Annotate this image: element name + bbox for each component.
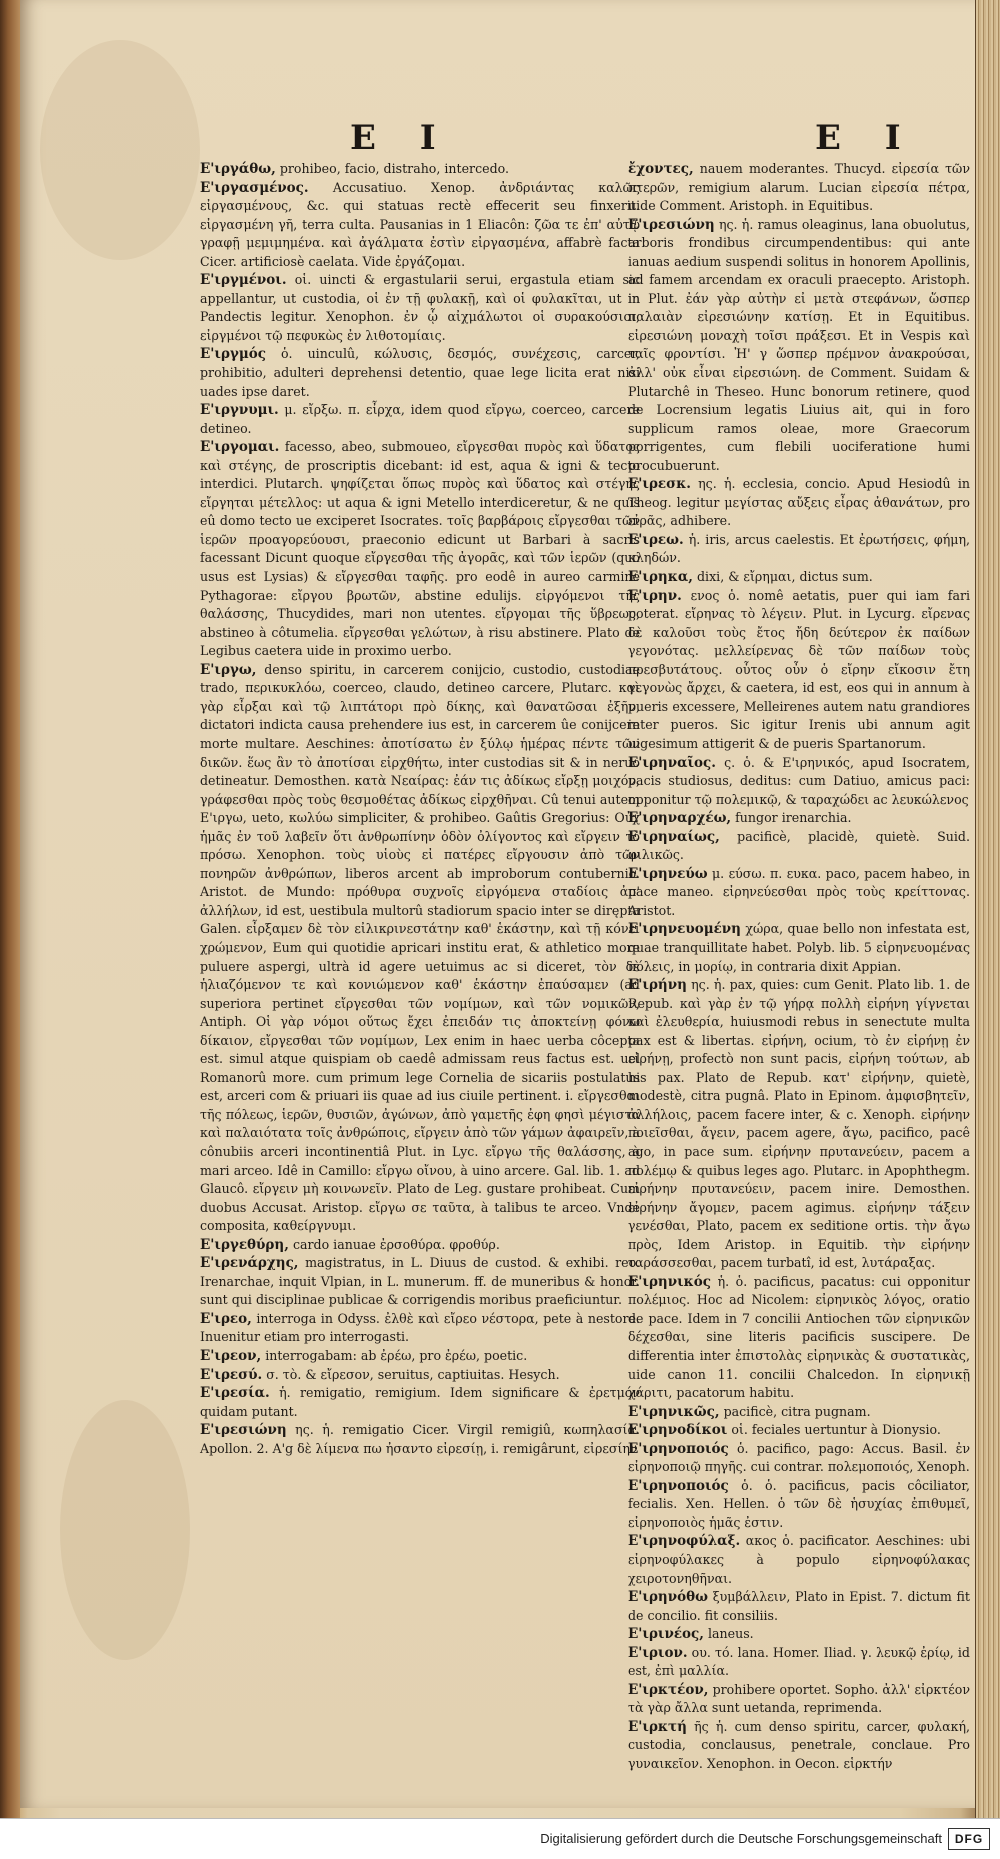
entry-definition: ὁ. pacifico, pago: Accus. Basil. ἐν εἰρηνοποιῷ πηγῆς. cui contrar. πολεμοποιός, Xenoph. bbox=[628, 1440, 970, 1475]
entry-headword: Ε'ιρηνόθω bbox=[628, 1589, 708, 1606]
entry-definition: ὁ. uinculû, κώλυσις, δεσμός, συνέχεσις, carcer, prohibitio, adulteri deprehensi detentio, quae lege licita erat nisi uades ipse daret. bbox=[200, 346, 640, 399]
entry-headword: Ε'ιρηνοποιός bbox=[628, 1477, 729, 1494]
entry-headword: Ε'ιριον. bbox=[628, 1644, 688, 1661]
column-header-right: E I bbox=[815, 118, 917, 158]
dictionary-entry bbox=[200, 1347, 640, 1366]
paper-stain bbox=[60, 1400, 190, 1660]
entry-headword: Ε'ιρήνη bbox=[628, 977, 687, 994]
dictionary-entry bbox=[200, 271, 640, 345]
dictionary-entry bbox=[628, 1532, 970, 1588]
entry-definition: facesso, abeo, submoueo, εἴργεσθαι πυρὸς καὶ ὕδατος καὶ στέγης, de proscriptis dicebant: id est, aqua & igni & tecto interdici. Plutarch. ψηφίζεται ὅπως πυρὸς καὶ ὕδατος καὶ στέγης εἴργηται μέτελλος: ut aqua & igni Metello interdiceretur, & ne quis eû domo tecto ue exciperet Isocrates. τοῖς βαρβάροις εἴργεσθαι τῶν ἱερῶν προαγορεύουσι, praeconio edicunt ut Barbari à sacris facessant Dicunt quoque εἴργεσθαι τῆς ἀγορᾶς, καὶ τῶν ἱερῶν (quo usus est Lysias) & εἴργεσθαι ταφῆς. pro eodê in aureo carmine Pythagorae: εἴργου βρωτῶν, abstine edulijs. εἰργόμενοι τῆς θαλάσσης, Thucydides, mari non utentes. εἴργομαι τῆς ὕβρεως, abstineo à côtumelia. εἴργεσθαι γελώτων, à risu abstinere. Plato de Legibus caetera uide in proximo uerbo. bbox=[200, 439, 640, 659]
entry-headword: Ε'ιρκτέον, bbox=[628, 1681, 709, 1698]
entry-definition: οἱ. uincti & ergastularii serui, ergastula etiam sic appellantur, ut custodia, οἱ ἐν τῇ φυλακῇ, καὶ οἱ φυλακῖται, ut in Pandectis legitur. Xenophon. ἐν ᾧ αἰχμάλωτοι οἱ συρακούσιοι, εἰργμένοι τῷ πεφυκὼς ἐν λιθοτομίαις. bbox=[200, 272, 640, 343]
entry-definition: nauem moderantes. Thucyd. εἰρεσία τῶν πτερῶν, remigium alarum. Lucian εἰρεσία πέτρα, uide Comment. Aristoph. in Equitibus. bbox=[628, 161, 970, 214]
entry-headword: Ε'ιρενάρχης, bbox=[200, 1255, 299, 1272]
entry-headword: Ε'ιρεσιώνη bbox=[628, 216, 715, 233]
entry-headword: ἔχοντες, bbox=[628, 161, 694, 177]
entry-definition: ης. ἡ. ecclesia, concio. Apud Hesiodû in Theog. legitur μεγίστας αὔξεις εἶρας ἀθανάτων, pro εἰρᾶς, adhibere. bbox=[628, 476, 970, 529]
entry-headword: Ε'ιρηναῖος. bbox=[628, 754, 716, 771]
entry-headword: Ε'ιργάθω, bbox=[200, 161, 276, 177]
entry-headword: Ε'ιρηνευομένη bbox=[628, 921, 741, 938]
entry-headword: Ε'ιρεσία. bbox=[200, 1385, 270, 1402]
entry-headword: Ε'ιρηνοδίκοι bbox=[628, 1422, 728, 1439]
entry-definition: pacificè, placidè, quietè. Suid. φιλικῶς. bbox=[628, 828, 970, 863]
entry-headword: Ε'ιρηναίως, bbox=[628, 828, 720, 845]
dictionary-entry bbox=[628, 1273, 970, 1403]
dictionary-entry bbox=[200, 438, 640, 661]
entry-definition: fungor irenarchia. bbox=[735, 810, 852, 826]
entry-definition: ξυμβάλλειν, Plato in Epist. 7. dictum fit de concilio. fit consiliis. bbox=[628, 1589, 970, 1623]
dictionary-entry bbox=[628, 475, 970, 531]
page-stack-edge bbox=[975, 0, 1000, 1818]
dictionary-entry bbox=[628, 1625, 970, 1644]
entry-definition: dixi, & εἴρημαι, dictus sum. bbox=[696, 569, 873, 585]
dictionary-entry bbox=[628, 828, 970, 865]
entry-definition: Accusatiuo. Xenop. ἀνδριάντας καλῶς εἰργασμένους, &c. qui statuas rectè effecerit seu finxerit. εἰργασμένη γῆ, terra culta. Pausanias in 1 Eliacôn: ζῶα τε ἐπ' αὐτῷ γραφῇ μεμιμημένα. καὶ ἀγάλματα ἐστὶν εἰργασμένα, affabrè facta Cicer. artificiosè caelata. Vide ἐργάζομαι. bbox=[200, 179, 640, 269]
dictionary-entry bbox=[200, 1236, 640, 1255]
dictionary-entry bbox=[628, 568, 970, 587]
entry-headword: Ε'ιργνυμι. bbox=[200, 402, 279, 419]
entry-headword: Ε'ιργμός bbox=[200, 346, 266, 363]
dictionary-entry bbox=[200, 1254, 640, 1310]
entry-definition: ου. τό. lana. Homer. Iliad. γ. λευκῷ ἐρίῳ, id est, ἐπὶ μαλλία. bbox=[628, 1644, 970, 1679]
dictionary-entry bbox=[628, 1588, 970, 1625]
entry-definition: ης. ἡ. pax, quies: cum Genit. Plato lib. 1. de Repub. καὶ γὰρ ἐν τῷ γήρᾳ πολλὴ εἰρήνη γίγνεται καὶ ἐλευθερία, huiusmodi rebus in senectute multa pax est & libertas. εἰρήνη, ocium, τὸ ἐν εἰρήνῃ ἐν εἰρήνῃ, profectò non sunt pacis, εἰρήνη τούτων, ab his pax. Plato de Repub. κατ' εἰρήνην, quietè, modestè, citra pugnâ. Plato in Epinom. ἀμφισβητεῖν, ἀλλήλοις, pacem facere inter, & c. Xenoph. εἰρήνην ποιεῖσθαι, ἄγειν, pacem agere, ἄγω, pacifico, pacê ago, in pace sum. εἰρήνην πρυτανεύειν, pacem a πολέμῳ & quibus leges ago. Plutarc. in Apophthegm. εἰρήνην πρυτανεύειν, pacem inire. Demosthen. εἰρήνην ἄγομεν, pacem agimus. εἰρήνην τάξειν γενέσθαι, Plato, pacem ex seditione ortis. τὴν ἄγω πρὸς, Idem Aristop. in Equitib. τὴν εἰρήνην ταράσσεσθαι, pacem turbatî, id est, λυτάραξας. bbox=[628, 977, 970, 1271]
entry-definition: ς. ὁ. & Ε'ιρηνικός, apud Isocratem, pacis studiosus, deditus: cum Datiuo, amicus paci: opponitur τῷ πολεμικῷ, & ταραχώδει ac λευκώλενος bbox=[628, 754, 970, 807]
dictionary-entry bbox=[200, 1310, 640, 1347]
entry-definition: ενος ὁ. nomê aetatis, puer qui iam fari poterat. εἴρηνας τὸ λέγειν. Plut. in Lycurg. εἴρενας δὲ καλοῦσι τοὺς ἔτος ἤδη δεύτερον ἐκ παίδων γεγονότας. μελλείρενας δὲ τῶν παίδων τοὺς πρεσβυτάτους. οὗτος οὖν ὁ εἴρην εἴκοσιν ἔτη γεγονὼς ἄρχει, & caetera, id est, eos qui in annum à pueris excessere, Melleirenes autem natu grandiores inter pueros. Sic igitur Irenis ubi annum agit uigesimum attigerit & de pueris Spartanorum. bbox=[628, 587, 970, 751]
dictionary-entry bbox=[628, 160, 970, 216]
dictionary-entry bbox=[200, 401, 640, 438]
entry-definition: magistratus, in L. Diuus de custod. & exhibi. reo. Irenarchae, inquit Vlpian, in L. munerum. ff. de muneribus & honor. sunt qui disciplinae publicae & corrigendis moribus praeficiuntur. bbox=[200, 1255, 640, 1308]
entry-headword: Ε'ιρηνικῶς, bbox=[628, 1403, 720, 1420]
dictionary-entry bbox=[628, 1681, 970, 1718]
entry-headword: Ε'ιρην. bbox=[628, 587, 682, 604]
dictionary-entry bbox=[628, 1440, 970, 1477]
dictionary-entry bbox=[628, 1477, 970, 1533]
dictionary-entry bbox=[200, 179, 640, 272]
entry-definition: laneus. bbox=[707, 1626, 754, 1642]
entry-headword: Ε'ιρεσιώνη bbox=[200, 1422, 287, 1439]
entry-headword: Ε'ιργασμένος. bbox=[200, 179, 309, 196]
entry-definition: interroga in Odyss. ἐλθὲ καὶ εἴρεο νέστορα, pete à nestore. Inuenitur etiam pro interrogasti. bbox=[200, 1310, 640, 1345]
entry-definition: pacificè, citra pugnam. bbox=[723, 1403, 871, 1419]
entry-definition: ης. ἡ. remigatio Cicer. Virgil remigiû, κωπηλασία. Apollon. 2. A'g δὲ λίμενα πω ἠσαντο εἰρεσίῃ, i. remigârunt, εἰρεσίην bbox=[200, 1422, 640, 1456]
footer-bar bbox=[0, 1818, 1000, 1859]
dictionary-entry bbox=[628, 587, 970, 754]
dictionary-entry bbox=[200, 345, 640, 401]
entry-headword: Ε'ιρεσκ. bbox=[628, 476, 691, 493]
entry-definition: ἡ. iris, arcus caelestis. Et ἐρωτήσεις, φήμη, κληδών. bbox=[628, 531, 971, 566]
column-header-left: E I bbox=[350, 118, 452, 158]
entry-definition: ακος ὁ. pacificator. Aeschines: ubi εἰρηνοφύλακες à populo εἰρηνοφύλακας χειροτονηθῆναι. bbox=[628, 1533, 970, 1586]
dictionary-entry bbox=[628, 1421, 970, 1440]
entry-definition: χώρα, quae bello non infestata est, quae tranquillitate habet. Polyb. lib. 5 εἰρηνευομένας πόλεις, in μορίῳ, in contraria dixit Appian. bbox=[628, 921, 970, 974]
entry-definition: ἡ. ὁ. pacificus, pacatus: cui opponitur πολέμιος. Hoc ad Nicolem: εἰρηνικὸς λόγος, oratio de pace. Idem in 7 concilii Antiochen τῶν εἰρηνικῶν δέχεσθαι, sine literis pacificis suscipere. De differentia inter ἐπιστολὰς εἰρηνικὰς & συστατικὰς, uide canon 11. concilii Chalcedon. In εἰρηνικῇ χάριτι, pacatorum habitu. bbox=[628, 1273, 970, 1401]
dictionary-entry bbox=[628, 531, 970, 568]
footer-credit: Digitalisierung gefördert durch die Deutsche Forschungsgemeinschaft bbox=[540, 1831, 942, 1846]
entry-headword: Ε'ιρεσύ. bbox=[200, 1366, 263, 1383]
entry-definition: μ. εἴρξω. π. εἶρχα, idem quod εἴργω, coerceo, carcere detineo. bbox=[200, 402, 640, 436]
entry-headword: Ε'ιρκτή bbox=[628, 1718, 687, 1735]
dictionary-entry bbox=[628, 216, 970, 476]
entry-definition: μ. εύσω. π. ευκα. paco, pacem habeo, in pace maneo. εἰρηνεύεσθαι πρὸς τοὺς κρείττονας. Aristot. bbox=[628, 865, 970, 918]
dictionary-entry bbox=[628, 1644, 970, 1681]
entry-definition: cardo ianuae ἐρσοθύρα. φροθύρ. bbox=[292, 1236, 500, 1252]
entry-headword: Ε'ιρεο, bbox=[200, 1310, 252, 1327]
dictionary-entry bbox=[200, 1366, 640, 1385]
entry-headword: Ε'ιρεω. bbox=[628, 531, 684, 548]
paper-stain bbox=[40, 40, 200, 260]
entry-definition: ῆς ἡ. cum denso spiritu, carcer, φυλακή, custodia, conclausus, penetrale, conclaue. Pro γυναικεῖον. Xenophon. in Oecon. εἱρκτήν bbox=[628, 1718, 970, 1772]
entry-definition: οἱ. feciales uertuntur à Dionysio. bbox=[731, 1422, 941, 1438]
entry-definition: prohibere oportet. Sopho. ἀλλ' εἰρκτέον τὰ γὰρ ἄλλα sunt uetanda, reprimenda. bbox=[628, 1681, 970, 1716]
entry-definition: ὁ. ὁ. pacificus, pacis côciliator, fecialis. Xen. Hellen. ὁ τῶν δὲ ἡσυχίας ἐπιθυμεῖ, εἰρηνοποιὸς ἡμᾶς ἐστιν. bbox=[628, 1477, 970, 1530]
entry-definition: ης. ἡ. ramus oleaginus, lana obuolutus, arboris frondibus circumpendentibus: qui ante ianuas aedium suspendi solitus in honorem Apollinis, ad famem arcendam ex oraculi praecepto. Aristoph. in Plut. ἐάν γὰρ αὐτὴν εἰ μετὰ στεφάνων, ὥσπερ παλαιὰν εἰρεσιώνην κατίσῃ. Et in Equitibus. εἰρεσιώνη μοναχὴ τοῖσι πράξεσι. Et in Vespis καὶ ταῖς φροντίσι. Ἠ' γ ὥσπερ πρέμνον ἀνακρούσαι, ἀλλ' οὐκ εἶναι εἰρεσιώνη. de Comment. Suidam & Plutarchê in Theseo. Hunc bonorum retinere, quod de Locrensium legatis Liuius ait, qui in foro supplicum ramos oleae, more Graecorum porrigentes, cum flebili uociferatione humi procubuerunt. bbox=[628, 216, 971, 473]
dictionary-entry bbox=[628, 976, 970, 1273]
entry-headword: Ε'ιργεθύρη, bbox=[200, 1236, 289, 1253]
dictionary-entry bbox=[628, 809, 970, 828]
dictionary-entry bbox=[628, 865, 970, 921]
entry-headword: Ε'ιργμένοι. bbox=[200, 272, 287, 289]
entry-definition: σ. τὸ. & εἴρεσον, seruitus, captiuitas. Hesych. bbox=[266, 1366, 560, 1382]
entry-headword: Ε'ιρηναρχέω, bbox=[628, 810, 732, 827]
dictionary-entry bbox=[628, 920, 970, 976]
dictionary-entry bbox=[200, 661, 640, 1236]
entry-definition: denso spiritu, in carcerem conijcio, custodio, custodiae trado, περικυκλόω, coerceo, claudo, detineo carcere, Plutarc. καὶ γὰρ εἶρξαι καὶ τῷ λιπτάτορι πρὸ δίκης, καὶ θανατῶσαι ἐξῆν, dictatori indicta causa prehendere ius est, in carcerem ûe conijcere morte multare. Aeschines: ἀποτίσατω ἐν ξύλῳ ἡμέρας πέντε τῶν δικῶν. ἕως ἂν τὸ ἀποτίσαι εἰρχθήτω, inter custodias sit & in neruo detineatur. Demosthen. κατὰ Νεαίρας: ἐάν τις ἀδίκως εἴρξῃ μοιχόν, γράφεσθαι πρὸς τοὺς θεσμοθέτας ἀδίκως εἰρχθῆναι. Cû tenui autem Ε'ιργω, ueto, κωλύω simpliciter, & prohibeo. Gaûtis Gregorius: Οὐχ ἡμᾶς ἐν τοῦ λαβεῖν ὅτι ἀνθρωπίνην ὁδὸν ὀλίγοντος καὶ εἴργειν τὸ πρόσω. Xenophon. τοὺς υἱοὺς εἰ πατέρες εἴργουσιν ἀπὸ τῶν πονηρῶν ἀνθρώπων, liberos arcent ab improborum contubernio. Aristot. de Mundo: πρόθυρα συχνοῖς εἰργόμενα σταδίοις ἀπ' ἀλλήλων, id est, uestibula multorû stadiorum spacio inter se dirępta Galen. εἶρξαμεν δὲ τὸν εἰλικρινεστάτην καθ' ἑκάστην, καὶ τῇ κόνει χρώμενον, Eum qui quotidie apricari institu erat, & athletico more puluere aspergi, ultrà id agere uetuimus ac si diceret, τὸν δὲ ἡλιαζόμενον τε καὶ κονιώμενον καθ' ἑκάστην ἐπαύσαμεν (ad superiora pertinet εἴργεσθαι τῶν νομίμων, καὶ τῶν νομικῶν, Antiph. Οἱ γὰρ νόμοι οὕτως ἔχει ἐπειδάν τις ἀποκτείνῃ φόνω δίκαιον, εἴργεσθαι τῶν νομίμων, Lex enim in haec uerba côcepta est. simul atque quispiam ob caedê admissam reus factus est. uel Romanorû more. cum primum lege Cornelia de sicariis postulatus est, arceri com & priuari iis quae ad ius ciuile pertinent. i. εἴργεσθαι τῆς πόλεως, ἱερῶν, θυσιῶν, ἀγώνων, ἀπὸ γαμετῆς ἐφη φησὶ μέγιστα καὶ παλαιότατα τοῖς ἀνθρώποις, εἴργειν ἀπὸ τῶν γάμων ἀφαιρεῖν, à cônubiis arceri incontinentiâ Plut. in Lyc. εἴργω τῆς θαλάσσης, à mari arceo. Idê in Camillo: εἴργω οἴνου, à uino arcere. Gal. lib. 1. ad Glaucô. εἴργειν μὴ κοινωνεῖν. Plato de Leg. gustare prohibeat. Cum duobus Accusat. Aristop. εἴργω σε ταῦτα, à talibus te arceo. Vnde composita, καθείργνυμι. bbox=[200, 661, 640, 1234]
entry-definition: ἡ. remigatio, remigium. Idem significare & ἐρετμόν quidam putant. bbox=[200, 1385, 640, 1419]
dictionary-entry bbox=[628, 1718, 970, 1774]
entry-headword: Ε'ιρηνοφύλαξ. bbox=[628, 1533, 741, 1550]
dictionary-entry bbox=[628, 754, 970, 810]
entry-headword: Ε'ιρηνικός bbox=[628, 1273, 711, 1290]
entry-headword: Ε'ιργομαι. bbox=[200, 439, 280, 456]
entry-headword: Ε'ιρηκα, bbox=[628, 569, 693, 586]
entry-headword: Ε'ιρηνεύω bbox=[628, 865, 708, 882]
entry-headword: Ε'ιρεον, bbox=[200, 1348, 262, 1364]
dictionary-entry bbox=[200, 1421, 640, 1458]
entry-definition: prohibeo, facio, distraho, intercedo. bbox=[279, 161, 510, 176]
entry-headword: Ε'ιρηνοποιός bbox=[628, 1440, 729, 1457]
dfg-logo: DFG bbox=[948, 1828, 990, 1850]
left-column bbox=[200, 160, 640, 1458]
book-gutter bbox=[0, 0, 20, 1818]
entry-definition: interrogabam: ab ἐρέω, pro ἐρέω, poetic. bbox=[265, 1348, 528, 1363]
dictionary-entry bbox=[200, 1384, 640, 1421]
dictionary-entry bbox=[200, 160, 640, 179]
entry-headword: Ε'ιργω, bbox=[200, 661, 257, 678]
entry-headword: Ε'ιρινέος, bbox=[628, 1626, 704, 1643]
dictionary-entry bbox=[628, 1403, 970, 1422]
right-column bbox=[628, 160, 970, 1774]
